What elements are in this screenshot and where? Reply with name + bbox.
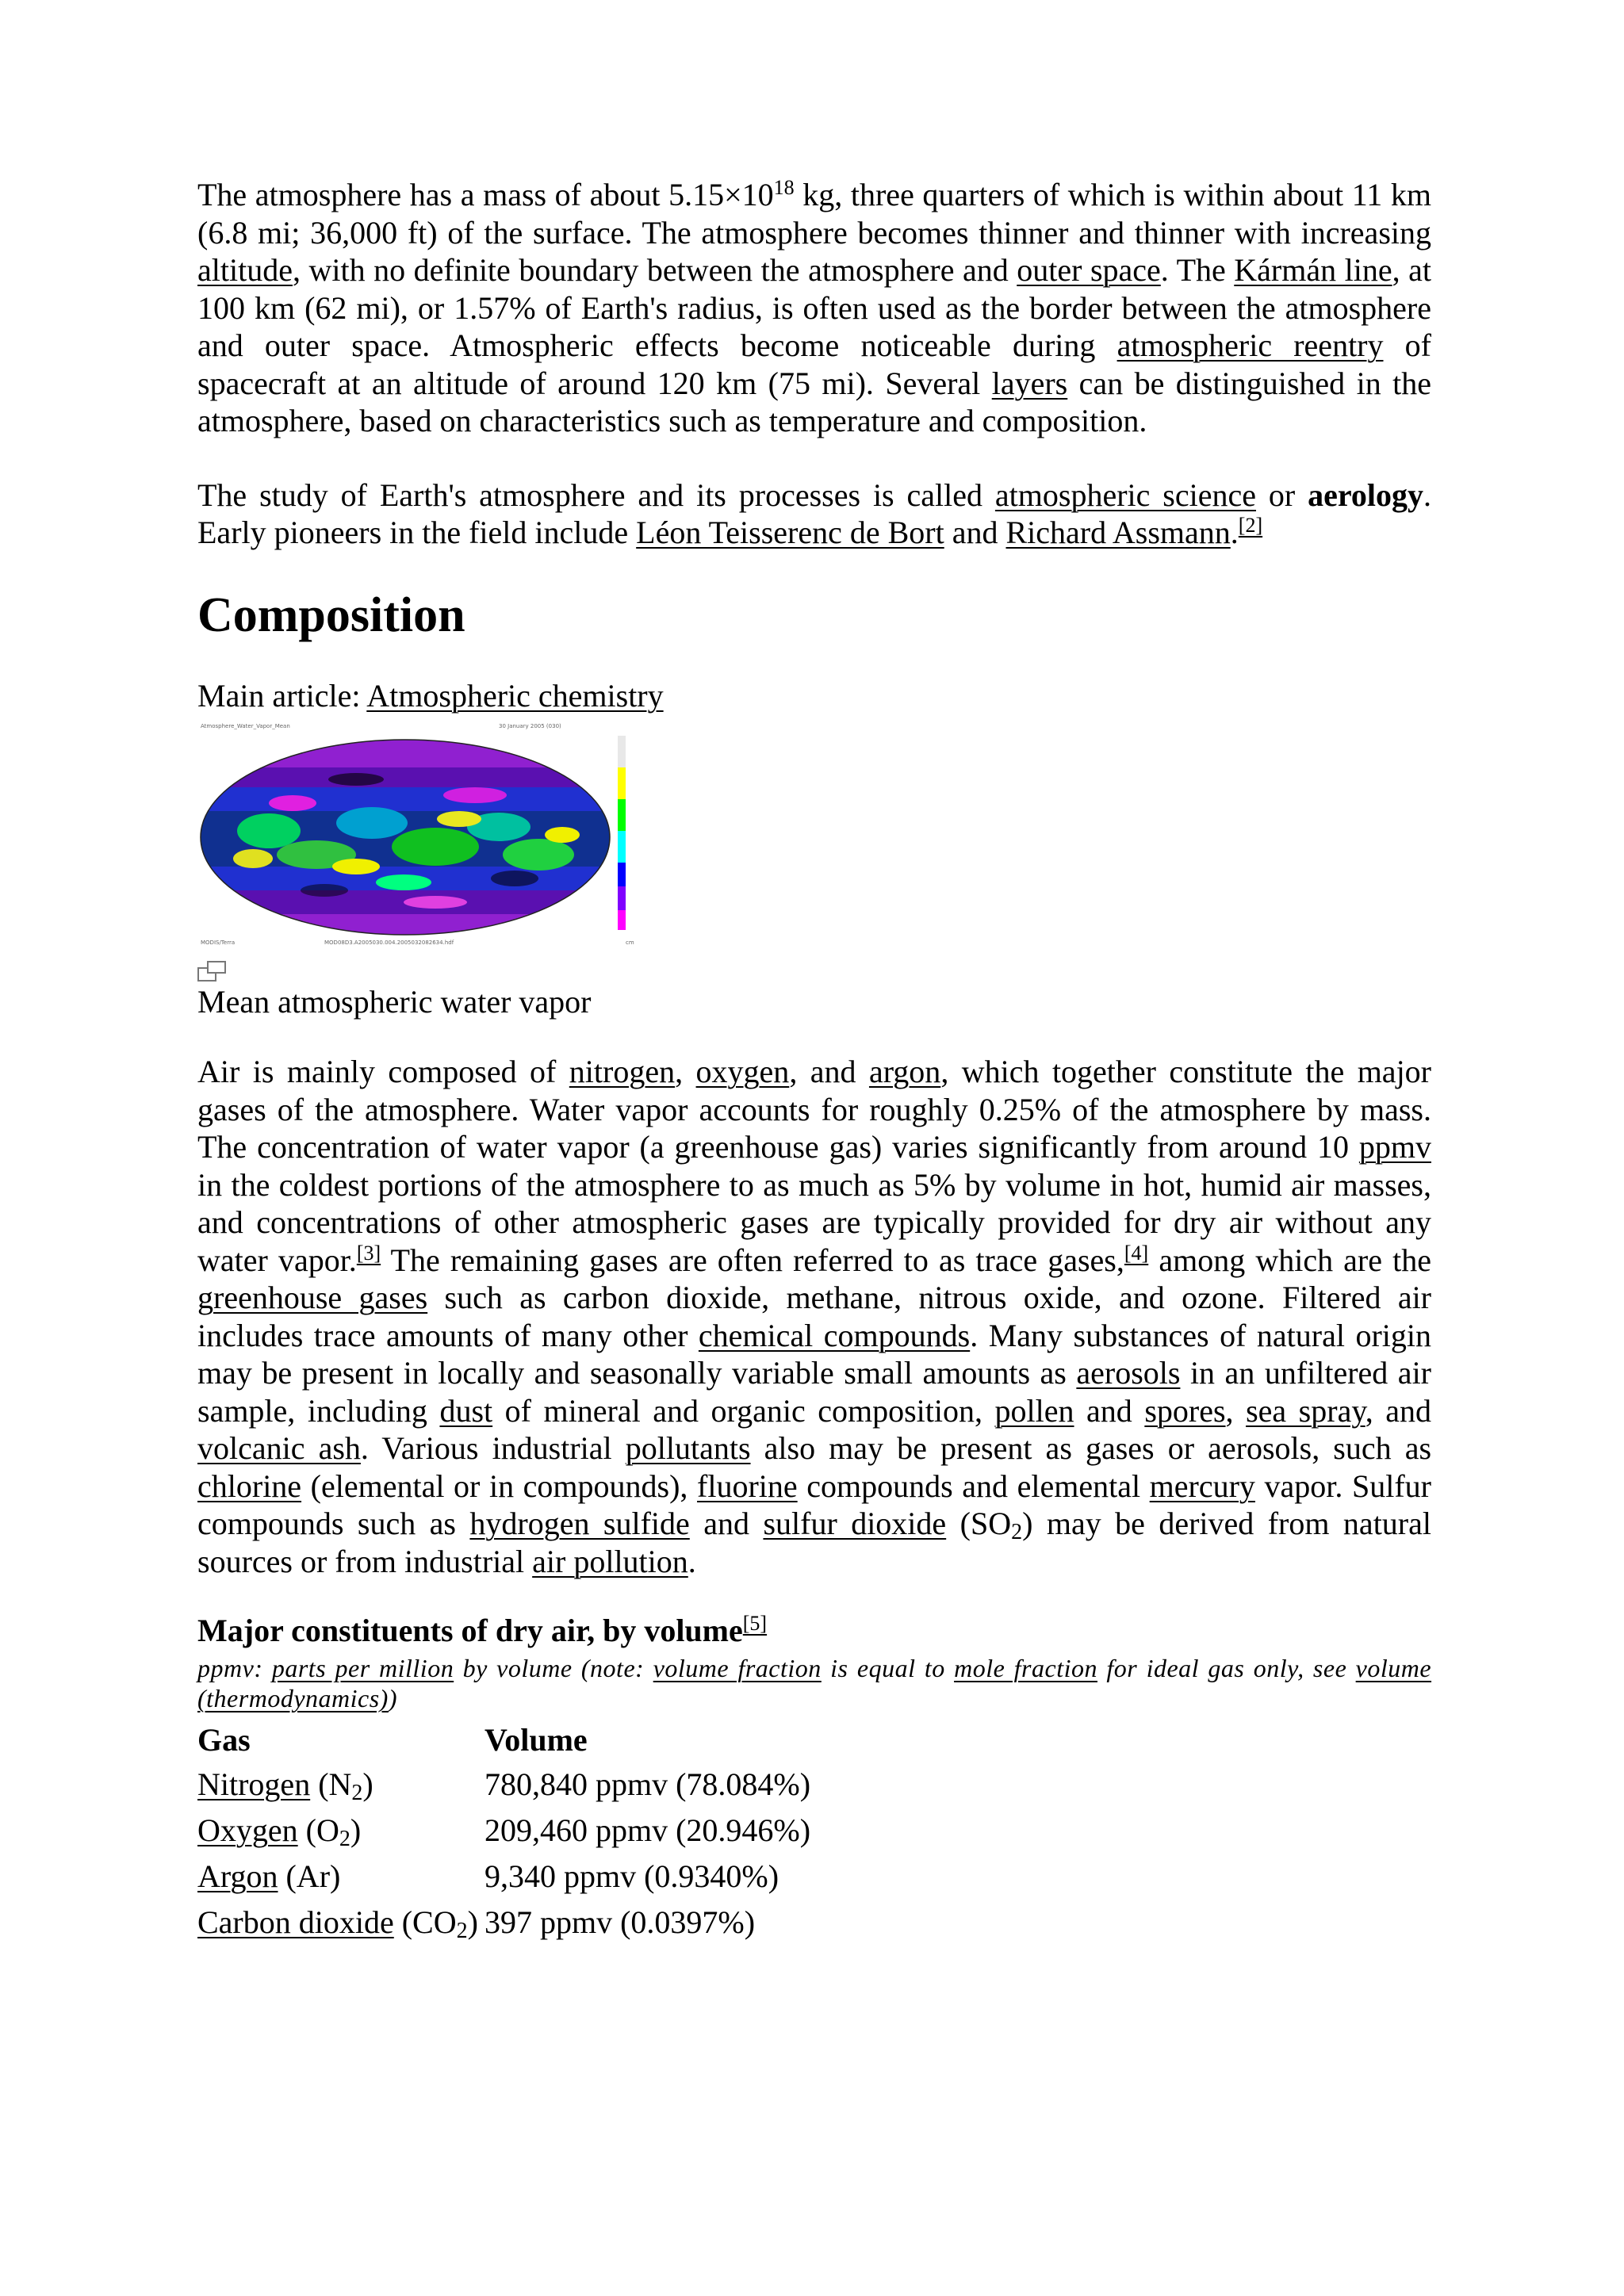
link-pollutants[interactable]: pollutants — [625, 1430, 751, 1467]
volume-cell: 209,460 ppmv (20.946%) — [485, 1812, 811, 1848]
section-heading-composition: Composition — [197, 587, 465, 642]
legend-band — [618, 799, 626, 831]
link-mercury[interactable]: mercury — [1149, 1468, 1255, 1504]
text: . — [1230, 515, 1239, 550]
text: (elemental or in compounds), — [301, 1468, 698, 1504]
formula: ) — [350, 1812, 362, 1848]
text: by volume (note: — [454, 1654, 653, 1683]
text: ) — [388, 1684, 397, 1713]
table-header-row — [197, 1718, 960, 1761]
formula: (N — [310, 1766, 352, 1802]
constituents-table — [197, 1718, 960, 1945]
link-pollen[interactable]: pollen — [994, 1392, 1074, 1429]
formula: (Ar) — [278, 1858, 341, 1894]
legend-band — [618, 886, 626, 910]
formula: ) — [467, 1904, 478, 1940]
link-outer-space[interactable]: outer space — [1017, 252, 1161, 288]
text: Air is mainly composed of — [197, 1054, 569, 1090]
link-layers[interactable]: layers — [991, 365, 1068, 401]
text: , with no definite boundary between the atmosphere and — [292, 252, 1017, 288]
text: The remaining gases are often referred to as trace gases, — [381, 1242, 1124, 1278]
reference-3[interactable]: [3] — [356, 1241, 381, 1265]
link-spores[interactable]: spores — [1144, 1392, 1226, 1429]
text: and — [1074, 1392, 1145, 1429]
text: in an unfiltered air sample, including — [197, 1355, 1431, 1429]
link-hydrogen-sulfide[interactable]: hydrogen sulfide — [469, 1506, 690, 1542]
map-header-right: 30 January 2005 (030) — [499, 723, 561, 730]
table-note — [197, 1653, 1431, 1713]
text: of mineral and organic composition, — [492, 1392, 995, 1429]
volume-cell: 9,340 ppmv (0.9340%) — [485, 1858, 779, 1894]
legend-band — [618, 910, 626, 930]
link-nitrogen[interactable]: nitrogen — [569, 1054, 676, 1090]
link-parts-per-million[interactable]: parts per million — [271, 1654, 454, 1683]
text: . — [688, 1543, 696, 1579]
text: . Various industrial — [360, 1430, 626, 1467]
link-sea-spray[interactable]: sea spray — [1246, 1392, 1365, 1429]
text: The study of Earth's atmosphere and its processes is called — [197, 476, 995, 513]
column-header-gas: Gas — [197, 1721, 251, 1758]
link-chlorine[interactable]: chlorine — [197, 1468, 302, 1504]
text: or — [1255, 476, 1308, 513]
text: ) may be derived from natural sources or from industrial — [197, 1506, 1431, 1579]
figure-caption: Mean atmospheric water vapor — [197, 984, 592, 1020]
text: compounds and elemental — [797, 1468, 1150, 1504]
subscript: 2 — [456, 1918, 468, 1943]
link-atmospheric-reentry[interactable]: atmospheric reentry — [1116, 327, 1384, 363]
text: , which together constitute the major gases of the atmosphere. Water vapor accounts for roughly 0.25% of the atmosphere by mass. The concentration of water vapor (a greenhouse gas) varies significantly from around 10 — [197, 1054, 1431, 1165]
text: is equal to — [821, 1654, 955, 1683]
subscript: 2 — [339, 1826, 350, 1851]
link-karman-line[interactable]: Kármán line — [1234, 252, 1392, 288]
water-vapor-map — [197, 720, 649, 950]
text: (SO — [946, 1506, 1012, 1542]
link-aerosols[interactable]: aerosols — [1076, 1355, 1181, 1391]
text: and — [944, 515, 1006, 550]
text: and — [689, 1506, 764, 1542]
link-argon[interactable]: argon — [868, 1054, 941, 1090]
main-article-note — [197, 677, 1431, 715]
link-gas-name[interactable]: Oxygen — [197, 1812, 298, 1848]
text: . The — [1160, 252, 1235, 288]
table-row — [197, 1853, 960, 1899]
link-atmospheric-science[interactable]: atmospheric science — [994, 476, 1256, 513]
link-mole-fraction[interactable]: mole fraction — [954, 1654, 1097, 1683]
text: of spacecraft at an altitude of around 120 km (75 mi). Several — [197, 327, 1431, 401]
link-altitude[interactable]: altitude — [197, 252, 293, 288]
table-row — [197, 1899, 960, 1945]
link-volume-fraction[interactable]: volume fraction — [653, 1654, 822, 1683]
paragraph-air-composition — [197, 1053, 1431, 1580]
text: can be distinguished in the atmosphere, based on characteristics such as temperature and composition. — [197, 365, 1431, 438]
legend-band — [618, 863, 626, 886]
enlarge-icon-front — [207, 961, 226, 974]
column-header-volume: Volume — [485, 1721, 588, 1758]
formula: (O — [297, 1812, 339, 1848]
text: in the coldest portions of the atmosphere to as much as 5% by volume in hot, humid air masses, and concentrations of other atmospheric gases are typically provided for dry air without any water vapor. — [197, 1166, 1431, 1278]
formula: ) — [362, 1766, 373, 1802]
link-gas-name[interactable]: Carbon dioxide — [197, 1904, 394, 1940]
main-article-label: Main article: — [197, 678, 367, 714]
text: kg, three quarters of which is within about 11 km (6.8 mi; 36,000 ft) of the surface. The atmosphere becomes thinner and thinner with increasing — [197, 177, 1431, 251]
text: . Many substances of natural origin may be present in locally and seasonally variable small amounts as — [197, 1317, 1431, 1391]
text: ppmv: — [197, 1654, 272, 1683]
enlarge-icon[interactable] — [197, 961, 226, 982]
map-footer-right: cm — [626, 939, 634, 947]
table-title-text: Major constituents of dry air, by volume — [197, 1613, 743, 1649]
text: . Early pioneers in the field include — [197, 476, 1431, 550]
text: vapor. Sulfur compounds such as — [197, 1468, 1431, 1542]
table-title — [197, 1612, 1431, 1650]
text: among which are the — [1148, 1242, 1431, 1278]
link-chemical-compounds[interactable]: chemical compounds — [698, 1317, 971, 1353]
text: , and — [789, 1054, 869, 1090]
formula: (CO — [393, 1904, 457, 1940]
map-header-left: Atmosphere_Water_Vapor_Mean — [201, 723, 290, 730]
link-gas-name[interactable]: Nitrogen — [197, 1766, 311, 1802]
map-footer-mid: MOD08D3.A2005030.004.2005032082634.hdf — [324, 939, 454, 947]
gas-cell — [197, 1899, 485, 1945]
reference-4[interactable]: [4] — [1124, 1241, 1149, 1265]
link-air-pollution[interactable]: air pollution — [532, 1543, 688, 1579]
link-leon-teisserenc-de-bort[interactable]: Léon Teisserenc de Bort — [636, 515, 944, 550]
text: such as carbon dioxide, methane, nitrous oxide, and ozone. Filtered air includes trace amounts of many other — [197, 1280, 1432, 1353]
paragraph-mass — [197, 176, 1431, 440]
text: , — [675, 1054, 696, 1090]
volume-cell: 780,840 ppmv (78.084%) — [485, 1766, 811, 1802]
bold-term-aerology: aerology — [1308, 476, 1423, 513]
legend-band — [618, 767, 626, 799]
subscript: 2 — [1011, 1520, 1023, 1545]
link-oxygen[interactable]: oxygen — [695, 1054, 790, 1090]
link-sulfur-dioxide[interactable]: sulfur dioxide — [763, 1506, 947, 1542]
link-dust[interactable]: dust — [439, 1392, 493, 1429]
link-volcanic-ash[interactable]: volcanic ash — [197, 1430, 361, 1467]
table-row — [197, 1761, 960, 1807]
text: , — [1225, 1392, 1247, 1429]
water-vapor-map-image[interactable] — [197, 720, 649, 950]
legend-band — [618, 831, 626, 863]
gas-cell — [197, 1807, 485, 1853]
volume-cell: 397 ppmv (0.0397%) — [485, 1904, 756, 1940]
reference-5[interactable]: [5] — [742, 1612, 768, 1636]
spacer — [197, 1021, 1431, 1053]
text: , at 100 km (62 mi), or 1.57% of Earth's radius, is often used as the border between the atmosphere and outer space. Atmospheric effects become noticeable during — [197, 252, 1431, 363]
paragraph-study — [197, 476, 1431, 552]
table-row — [197, 1807, 960, 1853]
reference-2[interactable]: [2] — [1238, 514, 1263, 537]
link-volume-thermodynamics[interactable]: volume (thermodynamics) — [197, 1654, 1432, 1713]
gas-cell — [197, 1761, 485, 1807]
text: also may be present as gases or aerosols, such as — [750, 1430, 1432, 1467]
superscript-exponent: 18 — [773, 176, 795, 199]
text: The atmosphere has a mass of about 5.15×10 — [197, 177, 774, 212]
link-atmospheric-chemistry[interactable]: Atmospheric chemistry — [366, 678, 664, 714]
link-richard-assmann[interactable]: Richard Assmann — [1005, 515, 1231, 550]
subscript: 2 — [351, 1780, 363, 1805]
link-gas-name[interactable]: Argon — [197, 1858, 278, 1894]
map-footer-left: MODIS/Terra — [201, 939, 236, 947]
text: , and — [1365, 1392, 1432, 1429]
gas-cell — [197, 1853, 485, 1899]
link-greenhouse-gases[interactable]: greenhouse gases — [197, 1280, 428, 1316]
document-page — [197, 176, 1431, 1945]
link-fluorine[interactable]: fluorine — [697, 1468, 798, 1504]
link-ppmv[interactable]: ppmv — [1358, 1129, 1431, 1165]
text: for ideal gas only, see — [1097, 1654, 1356, 1683]
legend-band — [618, 736, 626, 767]
